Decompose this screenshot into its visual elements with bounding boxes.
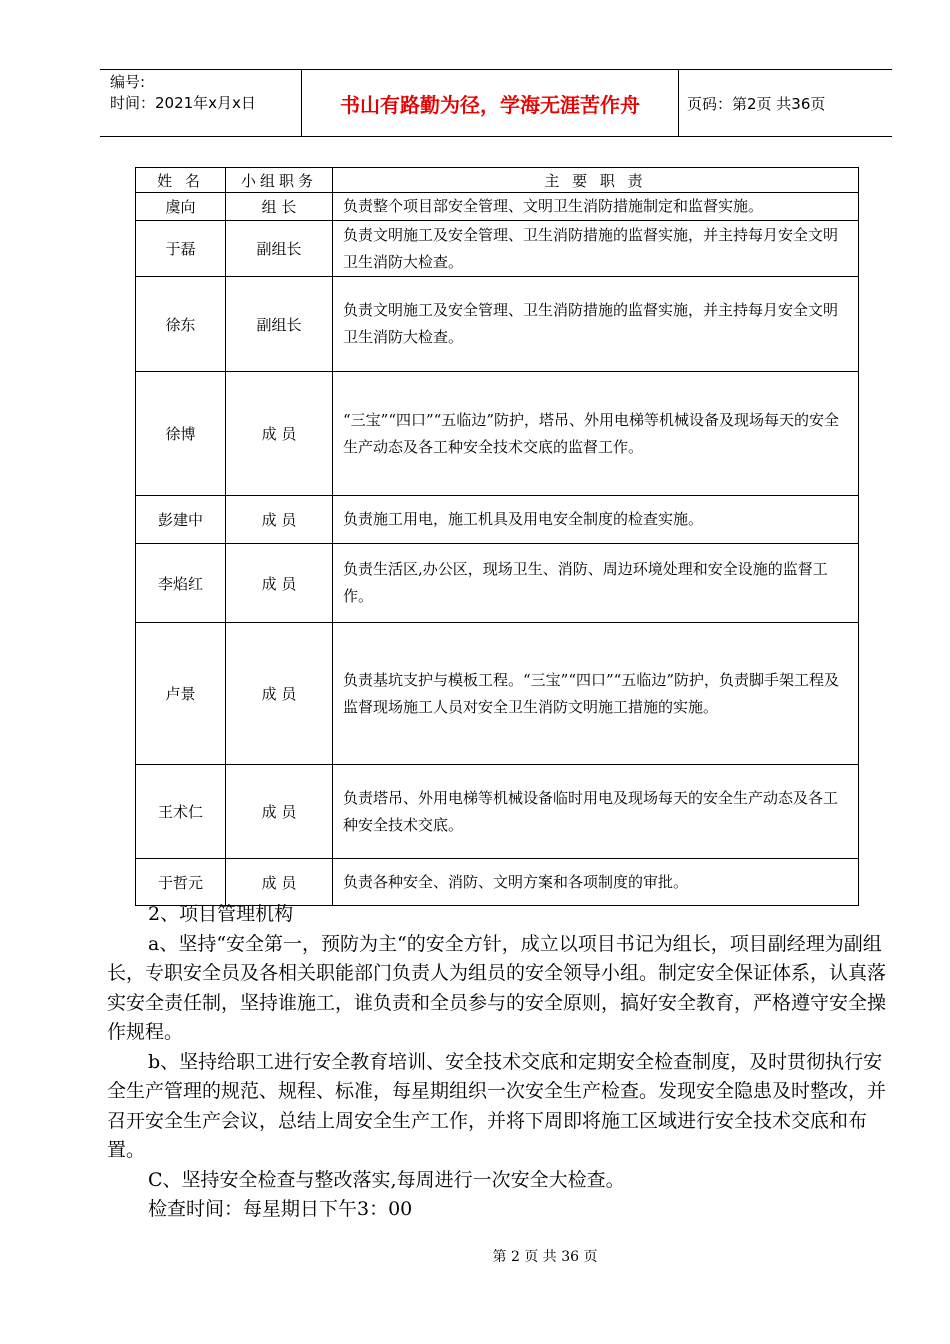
member-duty: “三宝”“四口”“五临边”防护，塔吊、外用电梯等机械设备及现场每天的安全生产动态及各工种安全技术交底的监督工作。 <box>333 372 859 496</box>
member-duty: 负责文明施工及安全管理、卫生消防措施的监督实施，并主持每月安全文明卫生消防大检查。 <box>333 221 859 277</box>
inspection-time: 检查时间：每星期日下午3：00 <box>148 1198 413 1220</box>
member-role: 副组长 <box>226 277 333 372</box>
column-header-name: 姓 名 <box>136 168 226 193</box>
member-name: 徐东 <box>136 277 226 372</box>
column-header-role: 小组职务 <box>226 168 333 193</box>
member-role: 成 员 <box>226 544 333 623</box>
member-duty: 负责施工用电，施工机具及用电安全制度的检查实施。 <box>333 496 859 544</box>
member-duty: 负责各种安全、消防、文明方案和各项制度的审批。 <box>333 859 859 906</box>
member-role: 成 员 <box>226 765 333 859</box>
document-body <box>107 900 892 1225</box>
table-row <box>136 221 859 277</box>
section-title: 2、项目管理机构 <box>148 903 294 925</box>
document-number: 编号: <box>110 73 146 91</box>
member-role: 成 员 <box>226 372 333 496</box>
column-header-duty: 主 要 职 责 <box>333 168 859 193</box>
member-role: 组 长 <box>226 193 333 221</box>
table-row <box>136 372 859 496</box>
table-row <box>136 859 859 906</box>
member-name: 徐博 <box>136 372 226 496</box>
page-footer: 第 2 页 共 36 页 <box>492 1249 598 1265</box>
table-row <box>136 765 859 859</box>
member-name: 于哲元 <box>136 859 226 906</box>
paragraph-b: b、坚持给职工进行安全教育培训、安全技术交底和定期安全检查制度，及时贯彻执行安全生产管理的规范、规程、标准，每星期组织一次安全生产检查。发现安全隐患及时整改，并召开安全生产会议，总结上周安全生产工作，并将下周即将施工区域进行安全技术交底和布置。 <box>107 1050 887 1161</box>
member-duty: 负责塔吊、外用电梯等机械设备临时用电及现场每天的安全生产动态及各工种安全技术交底。 <box>333 765 859 859</box>
table-row <box>136 623 859 765</box>
table-row <box>136 193 859 221</box>
member-name: 李焰红 <box>136 544 226 623</box>
document-time: 时间：2021年x月x日 <box>110 94 256 112</box>
page-header <box>100 69 892 137</box>
member-duty: 负责文明施工及安全管理、卫生消防措施的监督实施，并主持每月安全文明卫生消防大检查。 <box>333 277 859 372</box>
member-role: 成 员 <box>226 623 333 765</box>
header-meta <box>100 70 302 136</box>
member-role: 副组长 <box>226 221 333 277</box>
header-motto: 书山有路勤为径，学海无涯苦作舟 <box>302 70 679 136</box>
member-role: 成 员 <box>226 496 333 544</box>
member-name: 彭建中 <box>136 496 226 544</box>
member-duty: 负责基坑支护与模板工程。“三宝”“四口”“五临边”防护，负责脚手架工程及监督现场施工人员对安全卫生消防文明施工措施的实施。 <box>333 623 859 765</box>
header-page-number: 页码：第2页 共36页 <box>687 94 826 113</box>
table-row <box>136 277 859 372</box>
member-duty: 负责生活区,办公区，现场卫生、消防、周边环境处理和安全设施的监督工作。 <box>333 544 859 623</box>
table-header-row <box>136 168 859 193</box>
responsibility-table <box>135 167 859 906</box>
member-role: 成 员 <box>226 859 333 906</box>
member-name: 虞向 <box>136 193 226 221</box>
table-row <box>136 544 859 623</box>
member-duty: 负责整个项目部安全管理、文明卫生消防措施制定和监督实施。 <box>333 193 859 221</box>
member-name: 王术仁 <box>136 765 226 859</box>
member-name: 卢景 <box>136 623 226 765</box>
member-name: 于磊 <box>136 221 226 277</box>
paragraph-a: a、坚持“安全第一，预防为主“的安全方针，成立以项目书记为组长，项目副经理为副组长，专职安全员及各相关职能部门负责人为组员的安全领导小组。制定安全保证体系，认真落实安全责任制，坚持谁施工，谁负责和全员参与的安全原则，搞好安全教育，严格遵守安全操作规程。 <box>107 932 887 1043</box>
table-row <box>136 496 859 544</box>
paragraph-c: C、坚持安全检查与整改落实,每周进行一次安全大检查。 <box>148 1168 625 1191</box>
